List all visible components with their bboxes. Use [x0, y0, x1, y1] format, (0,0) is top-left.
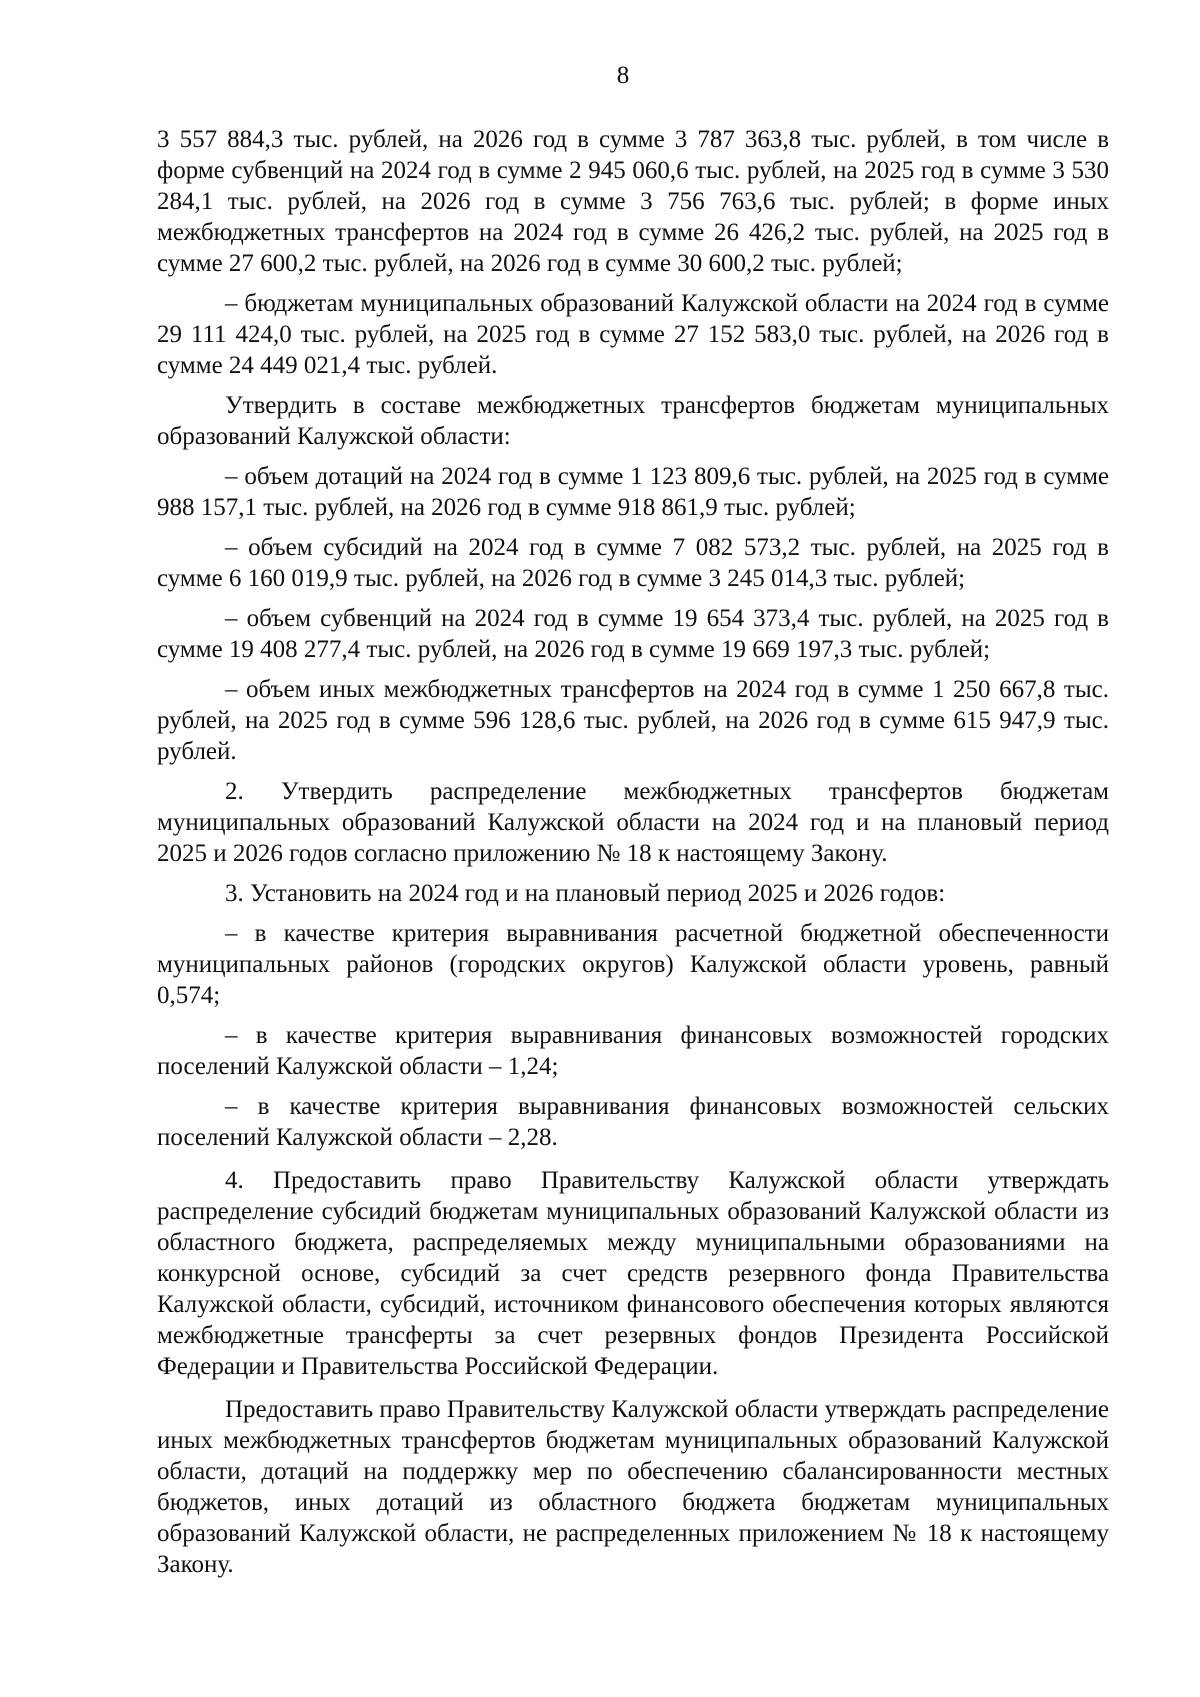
paragraph-item-4: 4. Предоставить право Правительству Калужской области утверждать распределение субсидий бюджетам муниципальных образований Калужской области из областного бюджета, распределяемых между муниципальными образованиями на конкурсной основе, субсидий за счет средств резервного фонда Правительства Калужской области, субсидий, источником финансового обеспечения которых являются межбюджетные трансферты за счет резервных фондов Президента Российской Федерации и Правительства Российской Федерации. [157, 1167, 1109, 1380]
page-number: 8 [616, 62, 630, 89]
paragraph-item-2: 2. Утвердить распределение межбюджетных трансфертов бюджетам муниципальных образований Калужской области на 2024 год и на плановый период 2025 и 2026 годов согласно приложению № 18 к настоящему Закону. [157, 778, 1109, 867]
paragraph-approve-transfers: Утвердить в составе межбюджетных трансфертов бюджетам муниципальных образований Калужской области: [157, 392, 1109, 450]
paragraph-criterion-districts: – в качестве критерия выравнивания расчетной бюджетной обеспеченности муниципальных районов (городских округов) Калужской области уровень, равный 0,574; [157, 920, 1109, 1009]
paragraph-criterion-rural: – в качестве критерия выравнивания финансовых возможностей сельских поселений Калужской области – 2,28. [157, 1093, 1109, 1151]
paragraph-other-transfers: – объем иных межбюджетных трансфертов на 2024 год в сумме 1 250 667,8 тыс. рублей, на 2025 год в сумме 596 128,6 тыс. рублей, на 2026 год в сумме 615 947,9 тыс. рублей. [157, 676, 1109, 765]
paragraph-subventions: – объем субвенций на 2024 год в сумме 19 654 373,4 тыс. рублей, на 2025 год в сумме 19 408 277,4 тыс. рублей, на 2026 год в сумме 19 669 197,3 тыс. рублей; [157, 605, 1109, 663]
paragraph-subsidies: – объем субсидий на 2024 год в сумме 7 082 573,2 тыс. рублей, на 2025 год в сумме 6 160 019,9 тыс. рублей, на 2026 год в сумме 3 245 014,3 тыс. рублей; [157, 534, 1109, 592]
paragraph-right-to-distribute: Предоставить право Правительству Калужской области утверждать распределение иных межбюджетных трансфертов бюджетам муниципальных образований Калужской области, дотаций на поддержку мер по обеспечению сбалансированности местных бюджетов, иных дотаций из областного бюджета бюджетам муниципальных образований Калужской области, не распределенных приложением № 18 к настоящему Закону. [157, 1396, 1109, 1578]
paragraph-continuation: 3 557 884,3 тыс. рублей, на 2026 год в сумме 3 787 363,8 тыс. рублей, в том числе в форме субвенций на 2024 год в сумме 2 945 060,6 тыс. рублей, на 2025 год в сумме 3 530 284,1 тыс. рублей, на 2026 год в сумме 3 756 763,6 тыс. рублей; в форме иных межбюджетных трансфертов на 2024 год в сумме 26 426,2 тыс. рублей, на 2025 год в сумме 27 600,2 тыс. рублей, на 2026 год в сумме 30 600,2 тыс. рублей; [157, 126, 1109, 277]
document-body [157, 124, 1109, 1589]
paragraph-dotations: – объем дотаций на 2024 год в сумме 1 123 809,6 тыс. рублей, на 2025 год в сумме 988 157,1 тыс. рублей, на 2026 год в сумме 918 861,9 тыс. рублей; [157, 463, 1109, 521]
paragraph-municipal-budgets: – бюджетам муниципальных образований Калужской области на 2024 год в сумме 29 111 424,0 тыс. рублей, на 2025 год в сумме 27 152 583,0 тыс. рублей, на 2026 год в сумме 24 449 021,4 тыс. рублей. [157, 290, 1109, 379]
paragraph-criterion-urban: – в качестве критерия выравнивания финансовых возможностей городских поселений Калужской области – 1,24; [157, 1022, 1109, 1080]
paragraph-item-3: 3. Установить на 2024 год и на плановый период 2025 и 2026 годов: [225, 880, 946, 907]
